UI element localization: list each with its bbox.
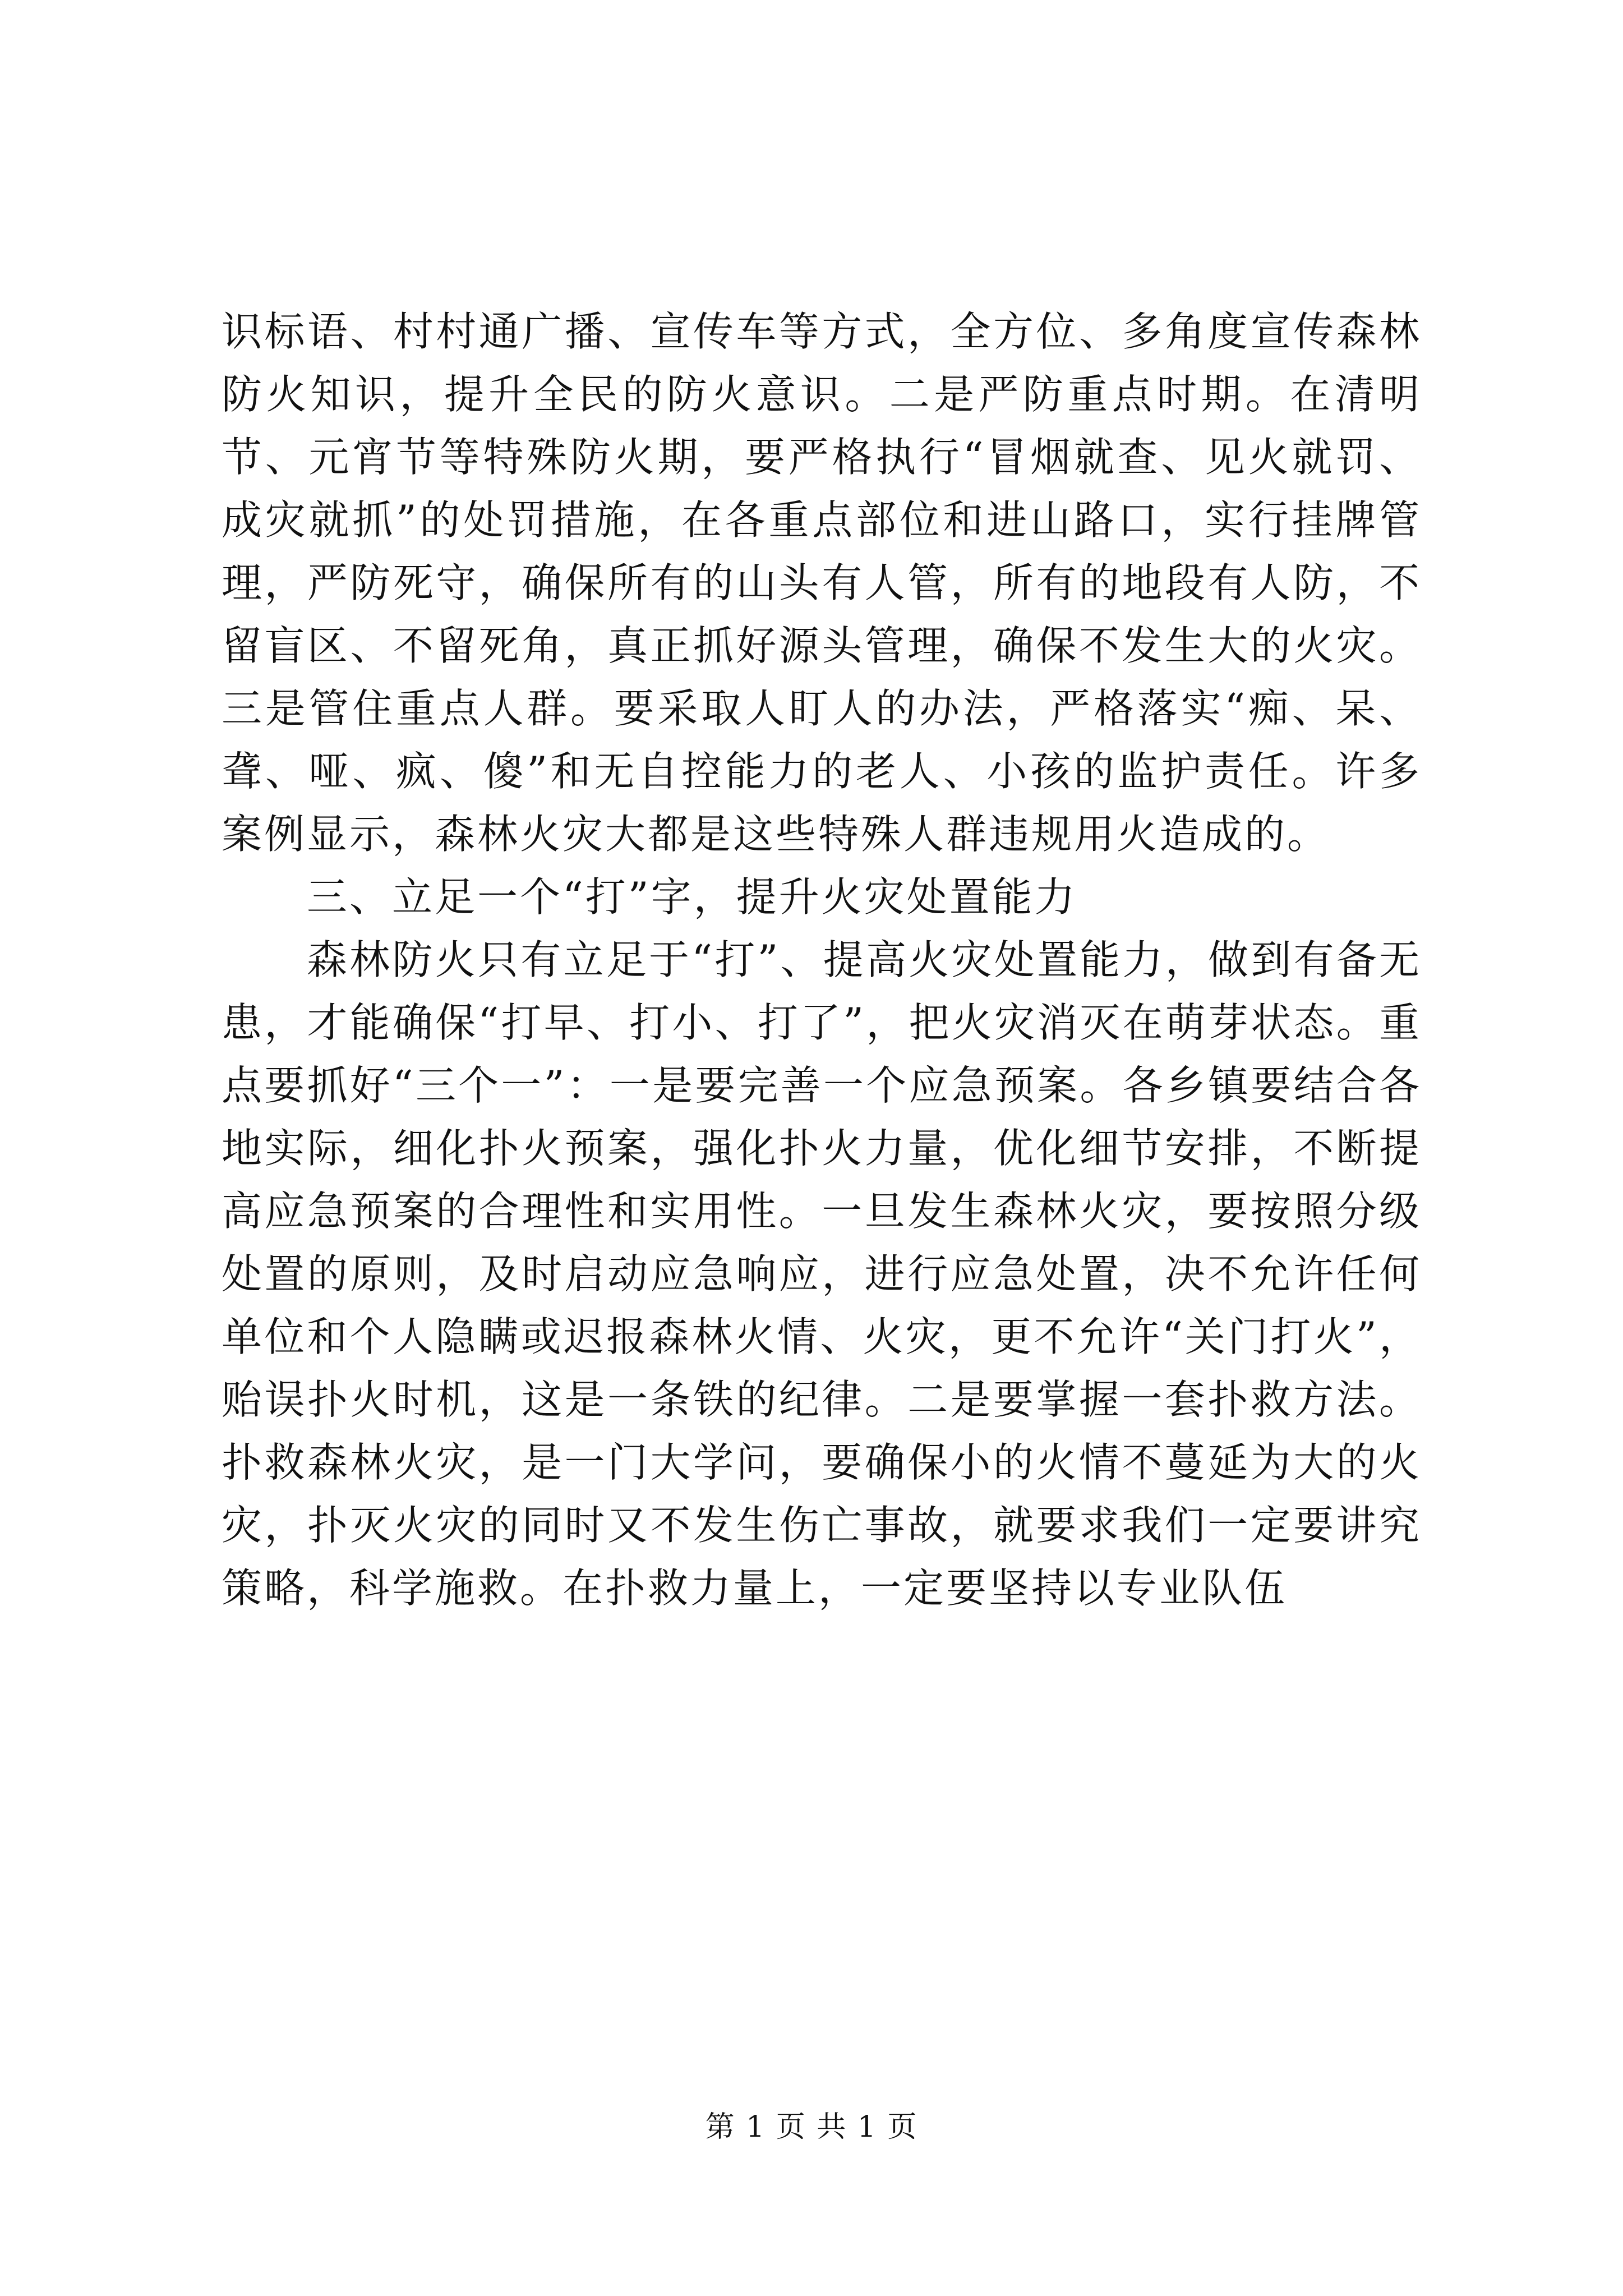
section-heading-3: 三、立足一个“打”字，提升火灾处置能力 — [307, 873, 1077, 921]
paragraph-1: 识标语、村村通广播、宣传车等方式，全方位、多角度宣传森林防火知识，提升全民的防火意识。二是严防重点时期。在清明节、元宵节等特殊防火期，要严格执行“冒烟就查、见火就罚、成灾就抓”的处罚措施，在各重点部位和进山路口，实行挂牌管理，严防死守，确保所有的山头有人管，所有的地段有人防，不留盲区、不留死角，真正抓好源头管理，确保不发生大的火灾。三是管住重点人群。要采取人盯人的办法，严格落实“痴、呆、聋、哑、疯、傻”和无自控能力的老人、小孩的监护责任。许多案例显示，森林火灾大都是这些特殊人群违规用火造成的。 — [222, 308, 1422, 858]
document-body — [222, 300, 1422, 1619]
paragraph-2: 森林防火只有立足于“打”、提高火灾处置能力，做到有备无患，才能确保“打早、打小、打了”，把火灾消灭在萌芽状态。重点要抓好“三个一”：一是要完善一个应急预案。各乡镇要结合各地实际，细化扑火预案，强化扑火力量，优化细节安排，不断提高应急预案的合理性和实用性。一旦发生森林火灾，要按照分级处置的原则，及时启动应急响应，进行应急处置，决不允许任何单位和个人隐瞒或迟报森林火情、火灾，更不允许“关门打火”，贻误扑火时机，这是一条铁的纪律。二是要掌握一套扑救方法。扑救森林火灾，是一门大学问，要确保小的火情不蔓延为大的火灾，扑灭火灾的同时又不发生伤亡事故，就要求我们一定要讲究策略，科学施救。在扑救力量上，一定要坚持以专业队伍 — [222, 936, 1422, 1612]
page-footer: 第 1 页 共 1 页 — [705, 2110, 918, 2144]
